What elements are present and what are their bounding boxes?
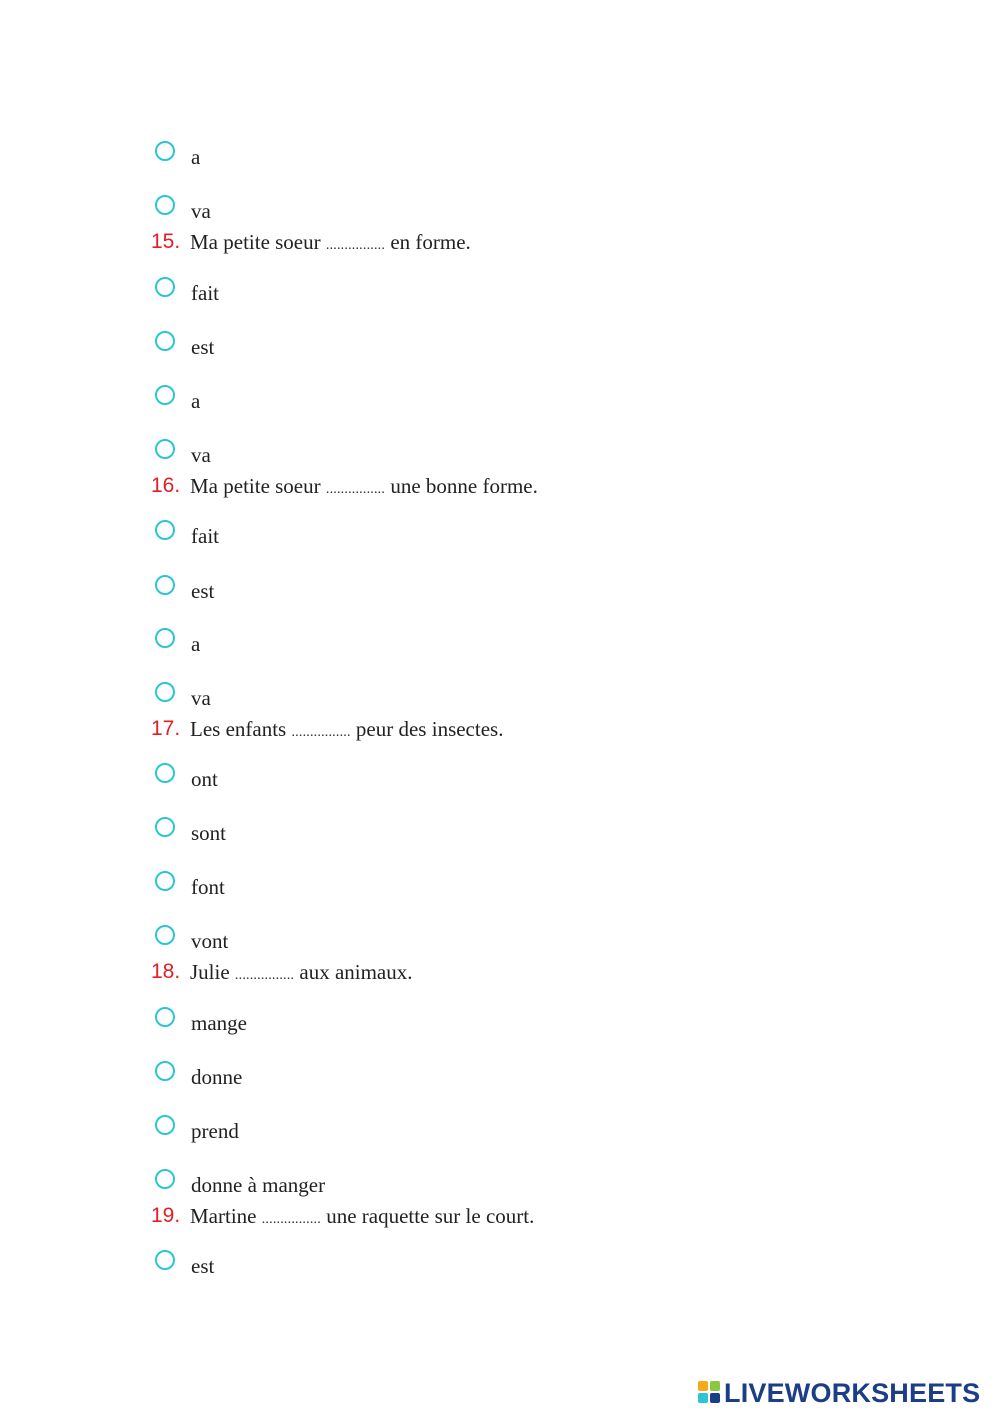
- question-text-after: aux animaux.: [294, 960, 413, 984]
- option-label[interactable]: va: [191, 686, 211, 710]
- answer-blank: ................: [261, 1212, 321, 1227]
- question-text: [190, 230, 471, 258]
- option-radio[interactable]: [155, 1007, 175, 1027]
- liveworksheets-logo-icon: [698, 1381, 722, 1405]
- question-text: [190, 960, 413, 988]
- option-radio[interactable]: [155, 871, 175, 891]
- question-text-after: une raquette sur le court.: [320, 1204, 535, 1228]
- option-label[interactable]: vont: [191, 929, 229, 953]
- option-label[interactable]: fait: [191, 281, 219, 305]
- option-radio[interactable]: [155, 520, 175, 540]
- question-text: [190, 1204, 534, 1232]
- option-radio[interactable]: [155, 925, 175, 945]
- option-label[interactable]: prend: [191, 1119, 239, 1143]
- question-text: [190, 474, 538, 502]
- option-label[interactable]: va: [191, 443, 211, 467]
- option-label[interactable]: sont: [191, 821, 227, 845]
- option-label[interactable]: a: [191, 145, 201, 169]
- option-label[interactable]: a: [191, 632, 201, 656]
- option-label[interactable]: donne à manger: [191, 1173, 326, 1197]
- option-radio[interactable]: [155, 385, 175, 405]
- option-label[interactable]: est: [191, 335, 215, 359]
- liveworksheets-logo: [698, 1379, 980, 1407]
- option-radio[interactable]: [155, 817, 175, 837]
- option-radio[interactable]: [155, 331, 175, 351]
- question-text-after: en forme.: [385, 230, 471, 254]
- question-text-before: Les enfants: [190, 717, 292, 741]
- question-text: [190, 717, 503, 745]
- option-radio[interactable]: [155, 439, 175, 459]
- option-radio[interactable]: [155, 1061, 175, 1081]
- option-label[interactable]: va: [191, 199, 211, 223]
- question-number: 19.: [151, 1204, 181, 1227]
- question-text-before: Ma petite soeur: [190, 474, 326, 498]
- option-radio[interactable]: [155, 682, 175, 702]
- question-text-after: une bonne forme.: [385, 474, 538, 498]
- question-text-before: Julie: [190, 960, 235, 984]
- question-text-after: peur des insectes.: [350, 717, 504, 741]
- option-label[interactable]: est: [191, 579, 215, 603]
- option-radio[interactable]: [155, 763, 175, 783]
- option-radio[interactable]: [155, 575, 175, 595]
- option-label[interactable]: donne: [191, 1065, 243, 1089]
- option-radio[interactable]: [155, 1169, 175, 1189]
- option-radio[interactable]: [155, 277, 175, 297]
- answer-blank: ................: [325, 238, 386, 253]
- answer-blank: ................: [291, 725, 351, 740]
- brand-name: LIVEWORKSHEETS: [724, 1377, 981, 1408]
- option-radio[interactable]: [155, 195, 175, 215]
- answer-blank: ................: [325, 482, 386, 497]
- option-label[interactable]: ont: [191, 767, 218, 791]
- option-radio[interactable]: [155, 628, 175, 648]
- question-text-before: Ma petite soeur: [190, 230, 326, 254]
- option-label[interactable]: mange: [191, 1011, 247, 1035]
- option-radio[interactable]: [155, 141, 175, 161]
- option-label[interactable]: fait: [191, 524, 219, 548]
- question-number: 16.: [151, 474, 181, 497]
- option-label[interactable]: a: [191, 389, 201, 413]
- question-number: 15.: [151, 230, 181, 253]
- option-label[interactable]: est: [191, 1254, 215, 1278]
- option-label[interactable]: font: [191, 875, 225, 899]
- question-number: 18.: [151, 960, 181, 983]
- option-radio[interactable]: [155, 1250, 175, 1270]
- question-text-before: Martine: [190, 1204, 262, 1228]
- answer-blank: ................: [234, 968, 295, 983]
- question-number: 17.: [151, 717, 181, 740]
- option-radio[interactable]: [155, 1115, 175, 1135]
